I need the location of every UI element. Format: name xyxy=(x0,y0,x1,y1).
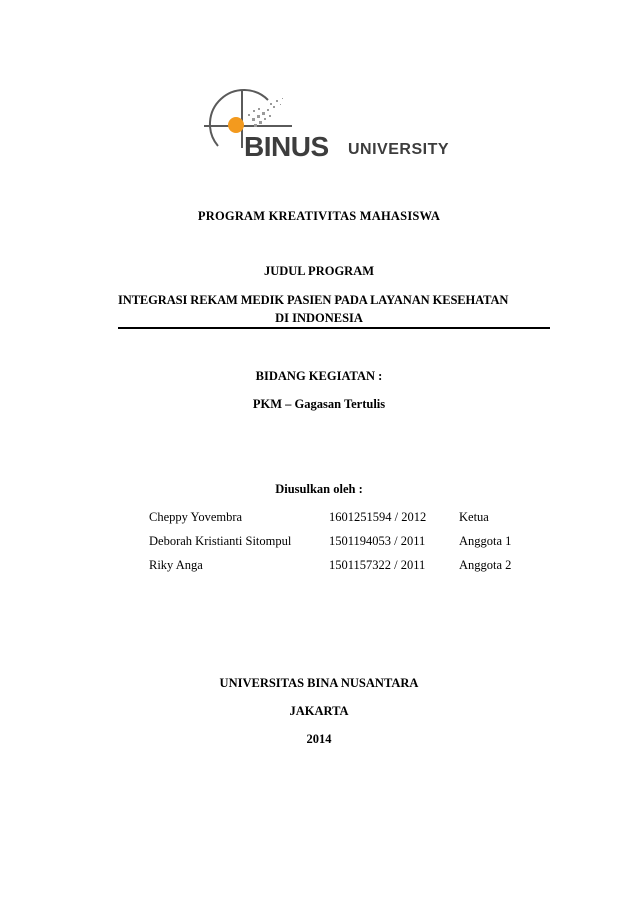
member-row xyxy=(149,511,529,535)
program-heading: PROGRAM KREATIVITAS MAHASISWA xyxy=(197,209,441,223)
binus-university-logo xyxy=(196,88,470,168)
member-nim: 1501194053 / 2011 xyxy=(329,534,426,548)
program-title-line2: DI INDONESIA xyxy=(275,311,363,325)
program-title-line1: INTEGRASI REKAM MEDIK PASIEN PADA LAYANAN KESEHATAN xyxy=(118,293,509,307)
member-role: Anggota 2 xyxy=(459,558,512,572)
bidang-label: BIDANG KEGIATAN : xyxy=(255,369,383,383)
logo-suffix-text: UNIVERSITY xyxy=(348,141,450,158)
member-row xyxy=(149,559,529,583)
university-name: UNIVERSITAS BINA NUSANTARA xyxy=(219,676,419,690)
member-role: Anggota 1 xyxy=(459,534,512,548)
title-divider xyxy=(118,327,550,329)
city-name: JAKARTA xyxy=(289,704,349,718)
member-row xyxy=(149,535,529,559)
member-nim: 1601251594 / 2012 xyxy=(329,510,427,524)
member-name: Cheppy Yovembra xyxy=(149,510,243,524)
proposed-by-label: Diusulkan oleh : xyxy=(275,482,363,496)
member-nim: 1501157322 / 2011 xyxy=(329,558,426,572)
judul-label: JUDUL PROGRAM xyxy=(263,264,375,278)
bidang-value: PKM – Gagasan Tertulis xyxy=(252,397,386,411)
year: 2014 xyxy=(306,732,332,746)
member-name: Deborah Kristianti Sitompul xyxy=(149,534,292,548)
member-role: Ketua xyxy=(459,510,489,524)
logo-brand-text: BINUS xyxy=(244,131,329,162)
members-table xyxy=(149,511,529,583)
member-name: Riky Anga xyxy=(149,558,203,572)
